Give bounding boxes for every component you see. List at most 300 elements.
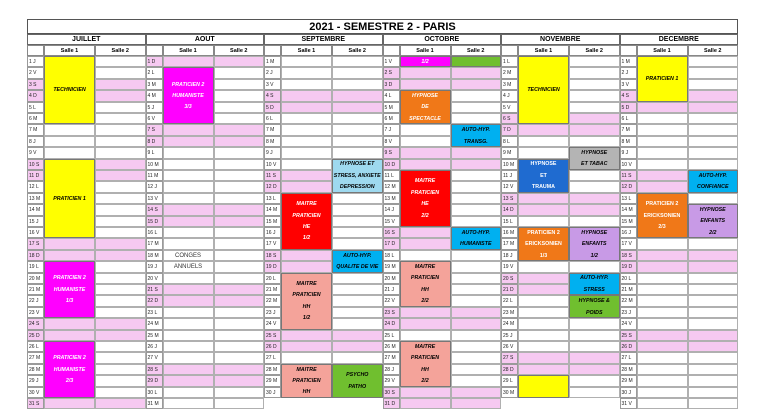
slot-cell[interactable] <box>518 364 569 375</box>
slot-cell[interactable] <box>518 295 569 306</box>
slot-cell[interactable] <box>332 193 383 204</box>
slot-cell[interactable] <box>518 307 569 318</box>
day-cell: 15 L <box>501 216 518 227</box>
slot-cell[interactable] <box>400 398 451 409</box>
slot-cell[interactable] <box>332 56 383 67</box>
slot-cell[interactable] <box>281 352 332 363</box>
slot-cell[interactable] <box>637 330 688 341</box>
day-cell: 8 V <box>383 136 400 147</box>
slot-cell[interactable] <box>451 352 502 363</box>
slot-cell[interactable] <box>95 113 146 124</box>
slot-cell[interactable] <box>95 284 146 295</box>
slot-cell[interactable] <box>569 67 620 78</box>
slot-cell[interactable] <box>332 238 383 249</box>
slot-cell[interactable] <box>163 56 214 67</box>
slot-cell[interactable] <box>637 102 688 113</box>
slot-cell[interactable] <box>95 204 146 215</box>
slot-cell[interactable] <box>163 124 214 135</box>
event-label: AUTO-HYP. <box>461 127 490 134</box>
slot-cell[interactable] <box>214 238 265 249</box>
slot-cell[interactable] <box>688 136 739 147</box>
slot-cell[interactable] <box>569 113 620 124</box>
event-label: 1/2 <box>590 252 598 259</box>
slot-cell[interactable] <box>163 375 214 386</box>
slot-cell[interactable] <box>637 238 688 249</box>
slot-cell[interactable] <box>95 250 146 261</box>
slot-cell[interactable] <box>281 79 332 90</box>
slot-cell[interactable] <box>332 284 383 295</box>
slot-cell[interactable] <box>637 375 688 386</box>
slot-cell[interactable] <box>214 227 265 238</box>
slot-cell[interactable] <box>214 124 265 135</box>
slot-cell[interactable] <box>95 352 146 363</box>
slot-cell[interactable] <box>518 352 569 363</box>
slot-cell[interactable] <box>637 341 688 352</box>
slot-cell[interactable] <box>214 56 265 67</box>
slot-cell[interactable] <box>569 90 620 101</box>
month-header-decembre: DECEMBRE <box>620 34 739 45</box>
slot-cell[interactable] <box>637 352 688 363</box>
day-cell: 12 L <box>27 181 44 192</box>
slot-cell[interactable] <box>44 238 95 249</box>
slot-cell[interactable] <box>281 261 332 272</box>
slot-cell[interactable] <box>400 238 451 249</box>
slot-cell[interactable] <box>95 387 146 398</box>
slot-cell[interactable] <box>637 136 688 147</box>
slot-cell[interactable] <box>163 341 214 352</box>
slot-cell[interactable] <box>95 375 146 386</box>
slot-cell[interactable] <box>332 341 383 352</box>
slot-cell[interactable] <box>569 56 620 67</box>
slot-cell[interactable] <box>332 273 383 284</box>
day-cell: 2 L <box>146 67 163 78</box>
slot-cell[interactable] <box>451 67 502 78</box>
day-cell: 17 D <box>383 238 400 249</box>
slot-cell[interactable] <box>688 250 739 261</box>
slot-cell[interactable] <box>214 113 265 124</box>
day-cell: 21 J <box>383 284 400 295</box>
slot-cell[interactable] <box>95 136 146 147</box>
slot-cell[interactable] <box>569 136 620 147</box>
slot-cell[interactable] <box>518 136 569 147</box>
slot-cell[interactable] <box>637 398 688 409</box>
slot-cell[interactable] <box>451 159 502 170</box>
slot-cell[interactable] <box>163 147 214 158</box>
slot-cell[interactable] <box>214 375 265 386</box>
slot-cell[interactable] <box>95 398 146 409</box>
slot-cell[interactable] <box>400 250 451 261</box>
slot-cell[interactable] <box>518 124 569 135</box>
slot-cell[interactable] <box>637 364 688 375</box>
slot-cell[interactable] <box>569 193 620 204</box>
slot-cell[interactable] <box>688 102 739 113</box>
slot-cell[interactable] <box>44 147 95 158</box>
slot-cell[interactable] <box>637 261 688 272</box>
slot-cell[interactable] <box>637 147 688 158</box>
slot-cell[interactable] <box>518 216 569 227</box>
slot-cell[interactable] <box>400 67 451 78</box>
event-label: QUALITE DE VIE <box>336 263 379 270</box>
slot-cell[interactable] <box>332 318 383 329</box>
slot-cell[interactable] <box>95 102 146 113</box>
slot-cell[interactable] <box>400 318 451 329</box>
slot-cell[interactable] <box>214 193 265 204</box>
slot-cell[interactable] <box>569 204 620 215</box>
slot-cell[interactable] <box>518 318 569 329</box>
slot-cell[interactable] <box>281 341 332 352</box>
slot-cell[interactable] <box>518 147 569 158</box>
slot-cell[interactable] <box>400 136 451 147</box>
slot-cell[interactable] <box>688 261 739 272</box>
slot-cell[interactable] <box>44 318 95 329</box>
slot-cell[interactable] <box>451 375 502 386</box>
slot-cell[interactable] <box>332 330 383 341</box>
day-cell: 21 D <box>501 284 518 295</box>
slot-cell[interactable] <box>400 124 451 135</box>
slot-cell[interactable] <box>95 90 146 101</box>
slot-cell[interactable] <box>688 318 739 329</box>
slot-cell[interactable] <box>214 250 265 261</box>
event-block[interactable] <box>332 364 383 398</box>
slot-cell[interactable] <box>95 56 146 67</box>
slot-cell[interactable] <box>214 181 265 192</box>
slot-cell[interactable] <box>637 307 688 318</box>
slot-cell[interactable] <box>95 181 146 192</box>
slot-cell[interactable] <box>569 387 620 398</box>
day-cell: 16 J <box>264 227 281 238</box>
slot-cell[interactable] <box>451 79 502 90</box>
slot-cell[interactable] <box>637 250 688 261</box>
slot-cell[interactable] <box>400 79 451 90</box>
event-label: MAITRE <box>296 366 317 373</box>
slot-cell[interactable] <box>518 284 569 295</box>
slot-cell[interactable] <box>332 90 383 101</box>
day-cell: 15 M <box>264 216 281 227</box>
slot-cell[interactable] <box>451 181 502 192</box>
day-column-header <box>264 45 281 56</box>
slot-cell[interactable] <box>451 341 502 352</box>
slot-cell[interactable] <box>688 238 739 249</box>
slot-cell[interactable] <box>451 261 502 272</box>
slot-cell[interactable] <box>281 113 332 124</box>
slot-cell[interactable] <box>332 216 383 227</box>
slot-cell[interactable] <box>400 387 451 398</box>
slot-cell[interactable] <box>518 330 569 341</box>
slot-cell[interactable] <box>451 330 502 341</box>
day-cell: 26 M <box>383 341 400 352</box>
slot-cell[interactable] <box>518 193 569 204</box>
slot-cell[interactable] <box>688 273 739 284</box>
slot-cell[interactable] <box>688 398 739 409</box>
slot-cell[interactable] <box>688 364 739 375</box>
day-cell: 28 S <box>146 364 163 375</box>
slot-cell[interactable] <box>569 170 620 181</box>
slot-cell[interactable] <box>637 181 688 192</box>
slot-cell[interactable] <box>163 159 214 170</box>
slot-cell[interactable] <box>688 284 739 295</box>
slot-cell[interactable] <box>163 330 214 341</box>
slot-cell[interactable] <box>332 136 383 147</box>
slot-cell[interactable] <box>688 193 739 204</box>
slot-cell[interactable] <box>332 295 383 306</box>
day-cell: 12 D <box>264 181 281 192</box>
slot-cell[interactable] <box>451 295 502 306</box>
slot-cell[interactable] <box>214 136 265 147</box>
slot-cell[interactable] <box>214 147 265 158</box>
slot-cell[interactable] <box>163 238 214 249</box>
event-label: HUMANISTE <box>53 286 86 293</box>
slot-cell[interactable] <box>163 318 214 329</box>
slot-cell[interactable] <box>400 330 451 341</box>
slot-cell[interactable] <box>214 352 265 363</box>
slot-cell[interactable] <box>214 204 265 215</box>
slot-cell[interactable] <box>451 318 502 329</box>
slot-cell[interactable] <box>95 318 146 329</box>
slot-cell[interactable] <box>332 124 383 135</box>
slot-cell[interactable] <box>451 398 502 409</box>
slot-cell[interactable] <box>688 147 739 158</box>
slot-cell[interactable] <box>95 238 146 249</box>
slot-cell[interactable] <box>688 79 739 90</box>
slot-cell[interactable] <box>214 307 265 318</box>
month-header-aout: AOUT <box>146 34 265 45</box>
slot-cell[interactable] <box>637 170 688 181</box>
slot-cell[interactable] <box>451 387 502 398</box>
slot-cell[interactable] <box>688 90 739 101</box>
slot-cell[interactable] <box>281 159 332 170</box>
slot-cell[interactable] <box>688 124 739 135</box>
slot-cell[interactable] <box>281 56 332 67</box>
slot-cell[interactable] <box>95 193 146 204</box>
slot-cell[interactable] <box>163 136 214 147</box>
slot-cell[interactable] <box>44 250 95 261</box>
slot-cell[interactable] <box>214 170 265 181</box>
slot-cell[interactable] <box>688 375 739 386</box>
day-cell: 23 L <box>146 307 163 318</box>
slot-cell[interactable] <box>163 216 214 227</box>
slot-cell[interactable] <box>332 79 383 90</box>
slot-cell[interactable] <box>637 159 688 170</box>
slot-cell[interactable] <box>451 170 502 181</box>
slot-cell[interactable] <box>518 273 569 284</box>
day-cell: 14 J <box>383 204 400 215</box>
slot-cell[interactable] <box>281 67 332 78</box>
slot-cell[interactable] <box>451 193 502 204</box>
event-label: MAITRE <box>296 201 317 208</box>
slot-cell[interactable] <box>569 102 620 113</box>
slot-cell[interactable] <box>569 318 620 329</box>
slot-cell[interactable] <box>214 330 265 341</box>
slot-cell[interactable] <box>214 90 265 101</box>
slot-cell[interactable] <box>637 273 688 284</box>
slot-cell[interactable] <box>163 284 214 295</box>
salle-2-header: Salle 2 <box>332 45 383 56</box>
day-cell: 4 S <box>620 90 637 101</box>
slot-cell[interactable] <box>332 147 383 158</box>
slot-cell[interactable] <box>569 375 620 386</box>
slot-cell[interactable] <box>214 284 265 295</box>
slot-cell[interactable] <box>637 113 688 124</box>
slot-cell[interactable] <box>163 204 214 215</box>
day-cell: 9 L <box>146 147 163 158</box>
slot-cell[interactable] <box>95 79 146 90</box>
slot-cell[interactable] <box>400 307 451 318</box>
slot-cell[interactable] <box>163 273 214 284</box>
day-cell: 6 M <box>27 113 44 124</box>
slot-cell[interactable] <box>163 307 214 318</box>
slot-cell[interactable] <box>281 330 332 341</box>
slot-cell[interactable] <box>95 295 146 306</box>
day-cell: 13 V <box>146 193 163 204</box>
event-block[interactable] <box>451 56 502 67</box>
day-cell: 4 S <box>264 90 281 101</box>
slot-cell[interactable] <box>95 330 146 341</box>
slot-cell[interactable] <box>281 136 332 147</box>
slot-cell[interactable] <box>637 284 688 295</box>
slot-cell[interactable] <box>163 193 214 204</box>
slot-cell[interactable] <box>400 159 451 170</box>
slot-cell[interactable] <box>214 273 265 284</box>
slot-cell[interactable] <box>95 216 146 227</box>
slot-cell[interactable] <box>214 387 265 398</box>
slot-cell[interactable] <box>44 330 95 341</box>
slot-cell[interactable] <box>281 181 332 192</box>
slot-cell[interactable] <box>214 364 265 375</box>
slot-cell[interactable] <box>95 170 146 181</box>
slot-cell[interactable] <box>569 181 620 192</box>
slot-cell[interactable] <box>451 216 502 227</box>
slot-cell[interactable] <box>214 102 265 113</box>
slot-cell[interactable] <box>95 307 146 318</box>
day-cell: 24 M <box>501 318 518 329</box>
slot-cell[interactable] <box>332 204 383 215</box>
slot-cell[interactable] <box>281 124 332 135</box>
slot-cell[interactable] <box>281 170 332 181</box>
slot-cell[interactable] <box>569 261 620 272</box>
month-header-juillet: JUILLET <box>27 34 146 45</box>
event-label: PRATICIEN 2 <box>53 355 86 362</box>
slot-cell[interactable] <box>95 124 146 135</box>
slot-cell[interactable] <box>688 159 739 170</box>
slot-cell[interactable] <box>451 307 502 318</box>
slot-cell[interactable] <box>44 124 95 135</box>
slot-cell[interactable] <box>332 352 383 363</box>
slot-cell[interactable] <box>688 330 739 341</box>
event-block[interactable] <box>518 375 569 398</box>
slot-cell[interactable] <box>214 318 265 329</box>
event-label: ENFANTS <box>700 218 726 225</box>
slot-cell[interactable] <box>518 341 569 352</box>
slot-cell[interactable] <box>569 216 620 227</box>
slot-cell[interactable] <box>95 159 146 170</box>
slot-cell[interactable] <box>688 295 739 306</box>
day-cell: 23 V <box>27 307 44 318</box>
slot-cell[interactable] <box>688 387 739 398</box>
slot-cell[interactable] <box>163 181 214 192</box>
slot-cell[interactable] <box>518 204 569 215</box>
slot-cell[interactable] <box>451 90 502 101</box>
slot-cell[interactable] <box>214 159 265 170</box>
slot-cell[interactable] <box>163 295 214 306</box>
slot-cell[interactable] <box>518 261 569 272</box>
slot-cell[interactable] <box>332 113 383 124</box>
slot-cell[interactable] <box>451 147 502 158</box>
slot-cell[interactable] <box>400 227 451 238</box>
slot-cell[interactable] <box>451 113 502 124</box>
slot-cell[interactable] <box>163 227 214 238</box>
slot-cell[interactable] <box>281 250 332 261</box>
slot-cell[interactable] <box>637 295 688 306</box>
slot-cell[interactable] <box>214 67 265 78</box>
slot-cell[interactable] <box>569 79 620 90</box>
slot-cell[interactable] <box>281 147 332 158</box>
slot-cell[interactable] <box>214 398 265 409</box>
slot-cell[interactable] <box>163 398 214 409</box>
event-label: MAITRE <box>414 263 436 270</box>
slot-cell[interactable] <box>637 387 688 398</box>
day-cell: 3 V <box>620 79 637 90</box>
slot-cell[interactable] <box>569 352 620 363</box>
slot-cell[interactable] <box>688 307 739 318</box>
slot-cell[interactable] <box>163 387 214 398</box>
slot-cell[interactable] <box>332 307 383 318</box>
slot-cell[interactable] <box>332 227 383 238</box>
slot-cell[interactable] <box>214 79 265 90</box>
slot-cell[interactable] <box>332 102 383 113</box>
slot-cell[interactable] <box>688 352 739 363</box>
slot-cell[interactable] <box>163 170 214 181</box>
slot-cell[interactable] <box>95 364 146 375</box>
slot-cell[interactable] <box>400 147 451 158</box>
slot-cell[interactable] <box>569 341 620 352</box>
slot-cell[interactable] <box>688 56 739 67</box>
event-label: STRESS, ANXIETE <box>333 172 381 179</box>
slot-cell[interactable] <box>451 102 502 113</box>
slot-cell[interactable] <box>688 67 739 78</box>
slot-cell[interactable] <box>44 136 95 147</box>
slot-cell[interactable] <box>451 204 502 215</box>
slot-cell[interactable] <box>281 102 332 113</box>
slot-cell[interactable] <box>451 364 502 375</box>
slot-cell[interactable] <box>569 364 620 375</box>
slot-cell[interactable] <box>569 124 620 135</box>
slot-cell[interactable] <box>163 352 214 363</box>
slot-cell[interactable] <box>95 341 146 352</box>
slot-cell[interactable] <box>569 330 620 341</box>
slot-cell[interactable] <box>95 147 146 158</box>
slot-cell[interactable] <box>44 398 95 409</box>
slot-cell[interactable] <box>451 284 502 295</box>
slot-cell[interactable] <box>637 318 688 329</box>
slot-cell[interactable] <box>688 113 739 124</box>
slot-cell[interactable] <box>214 261 265 272</box>
slot-cell[interactable] <box>214 341 265 352</box>
slot-cell[interactable] <box>451 250 502 261</box>
slot-cell[interactable] <box>95 261 146 272</box>
day-cell: 12 J <box>146 181 163 192</box>
slot-cell[interactable] <box>95 67 146 78</box>
slot-cell[interactable] <box>95 227 146 238</box>
slot-cell[interactable] <box>332 67 383 78</box>
slot-cell[interactable] <box>214 295 265 306</box>
slot-cell[interactable] <box>688 341 739 352</box>
slot-cell[interactable] <box>95 273 146 284</box>
slot-cell[interactable] <box>451 273 502 284</box>
slot-cell[interactable] <box>281 90 332 101</box>
slot-cell[interactable] <box>163 364 214 375</box>
slot-cell[interactable] <box>637 124 688 135</box>
slot-cell[interactable] <box>214 216 265 227</box>
